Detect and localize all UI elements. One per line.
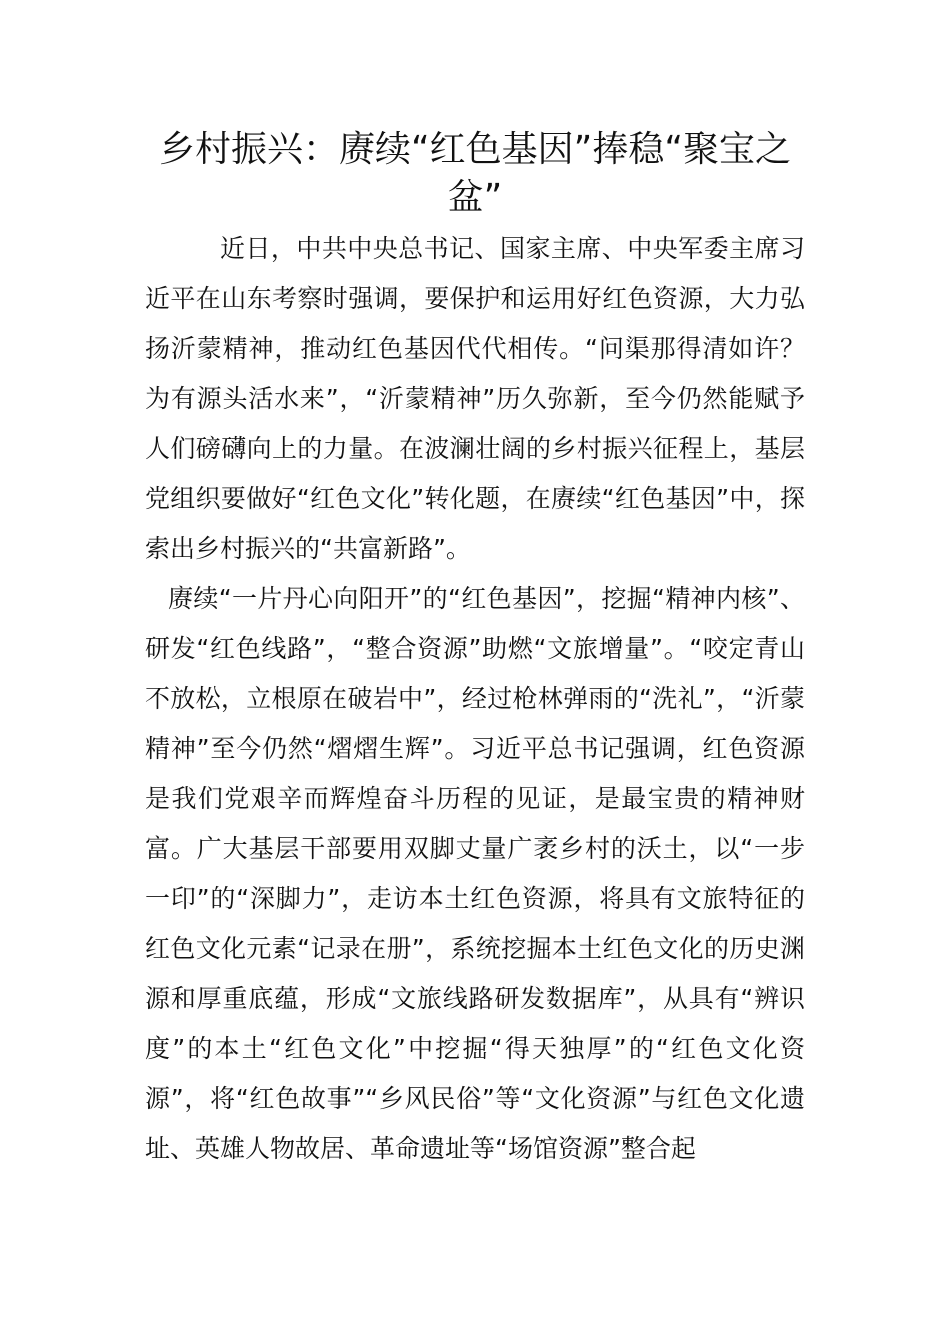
paragraph-1: 近日，中共中央总书记、国家主席、中央军委主席习近平在山东考察时强调，要保护和运用好红色资源，大力弘扬沂蒙精神，推动红色基因代代相传。“问渠那得清如许？为有源头活水来”，“沂蒙精神”历久弥新，至今仍然能赋予人们磅礴向上的力量。在波澜壮阔的乡村振兴征程上，基层党组织要做好“红色文化”转化题，在赓续“红色基因”中，探索出乡村振兴的“共富新路”。 [145,234,805,563]
document-title: 乡村振兴：赓续“红色基因”捧稳“聚宝之盆” [159,129,791,218]
document-body [145,224,805,1174]
paragraph-2: 赓续“一片丹心向阳开”的“红色基因”，挖掘“精神内核”、研发“红色线路”，“整合资源”助燃“文旅增量”。“咬定青山不放松，立根原在破岩中”，经过枪林弹雨的“洗礼”，“沂蒙精神”至今仍然“熠熠生辉”。习近平总书记强调，红色资源是我们党艰辛而辉煌奋斗历程的见证，是最宝贵的精神财富。广大基层干部要用双脚丈量广袤乡村的沃土，以“一步一印”的“深脚力”，走访本土红色资源，将具有文旅特征的红色文化元素“记录在册”，系统挖掘本土红色文化的历史渊源和厚重底蕴，形成“文旅线路研发数据库”，从具有“辨识度”的本土“红色文化”中挖掘“得天独厚”的“红色文化资源”，将“红色故事”“乡风民俗”等“文化资源”与红色文化遗址、英雄人物故居、革命遗址等“场馆资源”整合起 [145,584,805,1163]
